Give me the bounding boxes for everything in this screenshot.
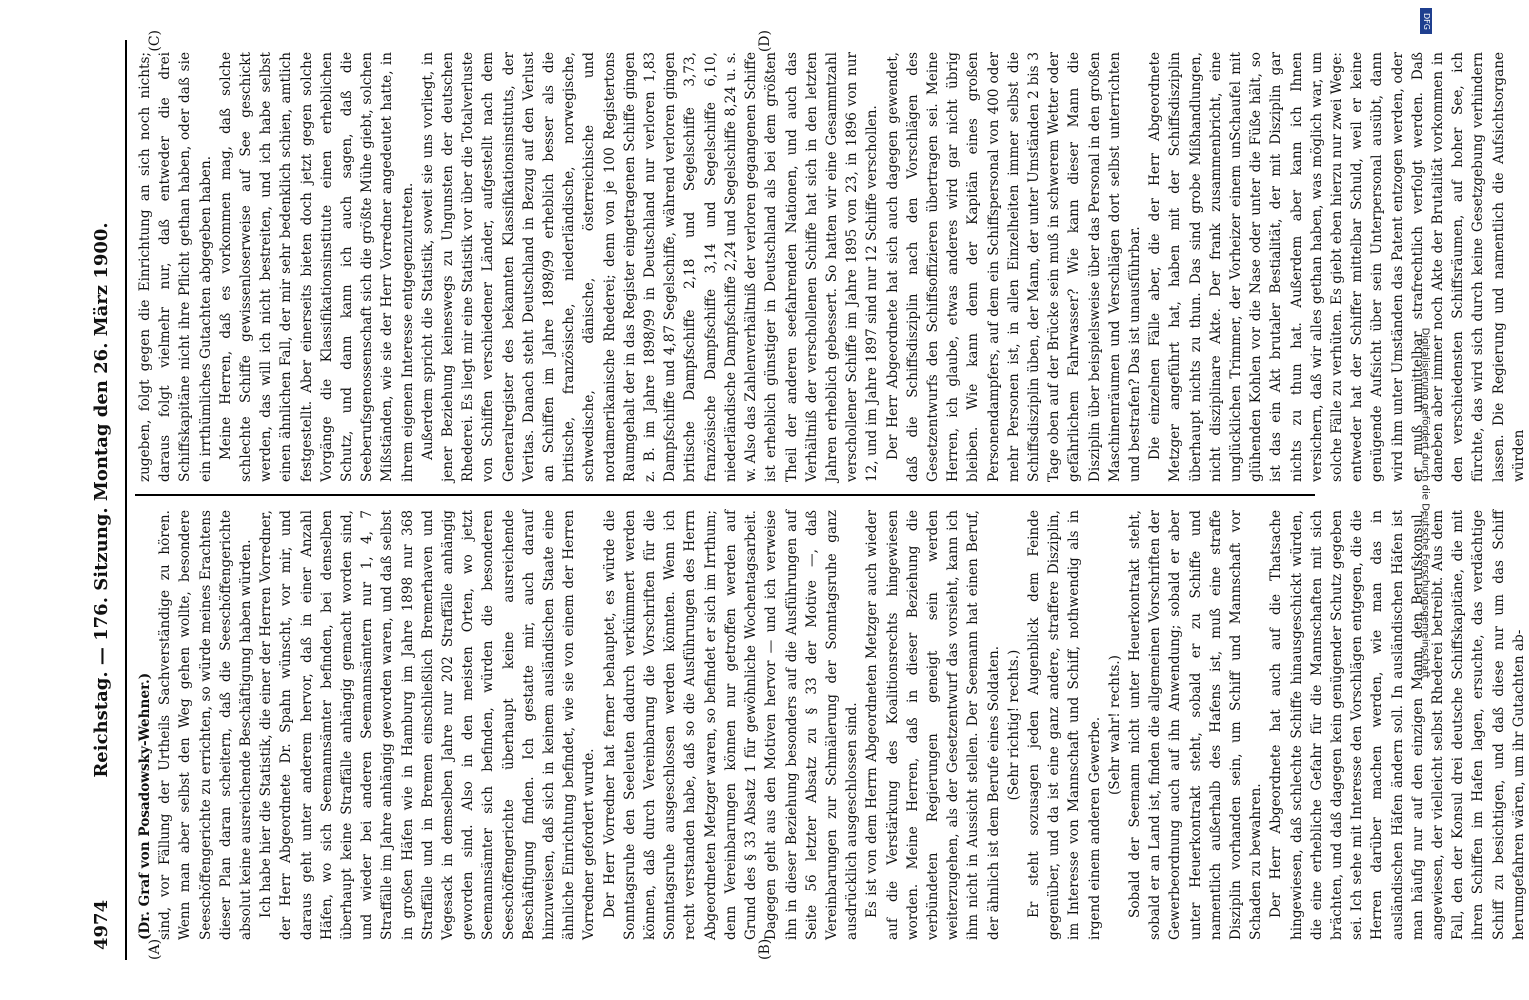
speaker-intro: (Dr. Graf von Posadowsky-Wehner.) <box>137 672 153 940</box>
paragraph: Die einzelnen Fälle aber, die der Herr Abgeordnete Metzger angeführt hat, haben mit der Schiffsdisziplin überhaupt nichts zu thun. Das sind grobe Mißhandlungen, nicht disziplinare Akte. Der frank zusammenbricht, eine unglücklichen Trimmer, der Vorheizer einem unSchaufel mit glühenden Kohlen vor die Nase oder unter die Füße hält, so ist das ein Akt brutaler Bestialität, der mit Disziplin gar nichts zu thun hat. Außerdem aber kann ich Ihnen versichern, daß wir alles gethan haben, was möglich war, um solche Fälle zu verhüten. Es giebt eben hierzu nur zwei Wege: entweder hat der Schiffer mittelbar Schuld, weil er keine genügende Aufsicht über sein Unterpersonal ausübt, dann wird ihm unter Umständen das Patent entzogen werden, oder er muß unmittelbar strafrechtlich verfolgt werden. Daß daneben aber immer noch Akte der Brutalität vorkommen in den verschiedensten Schiffsräumen, auf hoher See, ich fürchte, das wird sich durch keine Gesetzgebung verhindern lassen. Die Regierung und namentlich die Aufsichtsorgane würden <box>1147 52 1527 482</box>
header-rule <box>125 40 127 960</box>
paragraph: zugeben, folgt gegen die Einrichtung an sich noch nichts; daraus folgt vielmehr nur, daß entweder die drei Schiffskapitäne nicht ihre Pflicht gethan haben, oder daß sie ein irrthümliches Gutachten abgegeben haben. <box>137 52 214 482</box>
page-number: 4974 <box>91 899 112 950</box>
digitization-note <box>1418 8 1432 998</box>
page-header <box>87 50 121 950</box>
running-head: Reichstag. — 176. Sitzung. Montag den 26. März 1900. <box>91 222 112 778</box>
paragraph: Außerdem spricht die Statistik, soweit sie uns vorliegt, in jener Beziehung keineswegs zu Ungunsten der deutschen Rhederei. Es liegt mir eine Statistik vor über die Totalverluste von Schiffen verschiedener Länder, aufgestellt nach dem Generalregister des bekannten Klassifikationsinstituts, der Veritas. Danach steht Deutschland in Bezug auf den Verlust an Schiffen im Jahre 1898/99 erheblich besser als die britische, französische, niederländische, norwegische, schwedische, dänische, österreichische und nordamerikanische Rhederei; denn von je 100 Registertons Raumgehalt der in das Register eingetragenen Schiffe gingen z. B. im Jahre 1898/99 in Deutschland nur verloren 1,83 Dampfschiffe und 4,87 Segelschiffe, während verloren gingen britische Dampfschiffe 2,18 und Segelschiffe 3,73, französische Dampfschiffe 3,14 und Segelschiffe 6,10, niederländische Dampfschiffe 2,24 und Segelschiffe 8,24 u. s. w. Also das Zahlenverhältniß der verloren gegangenen Schiffe ist erheblich günstiger in Deutschland als bei dem größten Theil der anderen seefahrenden Nationen, und auch das Verhältniß der verschollenen Schiffe hat sich in den letzten Jahren erheblich gebessert. So hatten wir eine Gesammtzahl verschollener Schiffe im Jahre 1895 von 23, in 1896 von nur 12, und im Jahre 1897 sind nur 12 Schiffe verschollen. <box>419 52 881 482</box>
dfg-logo-text: DFG <box>1421 12 1431 30</box>
paragraph: Der Herr Vorredner hat ferner behauptet, es würde die Sonntagsruhe den Seeleuten dadurch verkümmert werden können, daß durch Vereinbarung die Vorschriften für die Sonntagsruhe ausgeschlossen werden könnten. Wenn ich recht verstanden habe, daß so die Ausführungen des Herrn Abgeordneten Metzger waren, so befindet er sich im Irrthum; denn Vereinbarungen können nur getroffen werden auf Grund des § 33 Absatz 1 für gewöhnliche Wochentagsarbeit. Dagegen geht aus den Motiven hervor — und ich verweise ihn in dieser Beziehung besonders auf die Ausführungen auf Seite 56 letzter Absatz zu § 33 der Motive —, daß Vereinbarungen zur Schmälerung der Sonntagsruhe ganz ausdrücklich ausgeschlossen sind. <box>601 510 861 940</box>
paragraph: Es ist von dem Herrn Abgeordneten Metzger auch wieder auf die Verstärkung des Koalitionsrechts hingewiesen worden. Meine Herren, daß in dieser Beziehung die verbündeten Regierungen geneigt sein werden weiterzugehen, als der Gesetzentwurf das vorsieht, kann ich ihm nicht in Aussicht stellen. Der Seemann hat einen Beruf, der ähnlich ist dem Berufe eines Soldaten. <box>864 510 1002 940</box>
margin-mark-c: (C) <box>147 30 163 52</box>
margin-mark-d: (D) <box>757 30 773 53</box>
paragraph: Der Herr Abgeordnete hat auch auf die Thatsache hingewiesen, daß schlechte Schiffe hinausgeschickt würden, die eine erhebliche Gefahr für die Mannschaften mit sich brächten, und daß dagegen kein genügender Schutz gegeben sei. Ich sehe mit Interesse den Vorschlägen entgegen, die die Herren darüber machen werden, wie man das in ausländischen Häfen ändern soll. In ausländischen Häfen ist man häufig nur auf den einzigen Mann, den Berufskonsul, angewiesen, der vielleicht selbst Rhederei betreibt. Aus dem Fall, den der Konsul drei deutsche Schiffskapitäne, die mit ihren Schiffen im Hafen lagen, ersuchte, das verdächtige Schiff zu besichtigen, und daß diese nur um das Schiff herumgefahren wären, um ihr Gutachten ab- <box>1268 510 1527 940</box>
paragraph: Er steht sozusagen jeden Augenblick dem Feinde gegenüber, und da ist eine ganz andere, straffere Disziplin, im Interesse von Mannschaft und Schiff, nothwendig als in irgend einem anderen Gewerbe. <box>1025 510 1103 940</box>
paragraph: sind, vor Fällung der Urtheils Sachverständige zu hören. Wenn man aber selbst den Weg gehen wollte, besondere Seeschöffengerichte zu errichten, so würde meines Erachtens dieser Plan daran scheitern, daß die Seeschöffengerichte absolut keine ausreichende Beschäftigung haben würden. <box>157 510 255 940</box>
paragraph: Der Herr Abgeordnete hat sich auch dagegen gewendet, daß die Schiffsdisziplin nach den Vorschlägen des Gesetzentwurfs den Schiffsoffizieren übertragen sei. Meine Herren, ich glaube, etwas anderes wird gar nicht übrig bleiben. Wie kann denn der Kapitän eines großen Personendampfers, auf dem ein Schiffspersonal von 400 oder mehr Personen ist, in allen Einzelheiten immer selbst die Schiffsdisziplin üben, der Mann, der unter Umständen 2 bis 3 Tage oben auf der Brücke sein muß in schwerem Wetter oder gefährlichem Fahrwasser? Wie kann dieser Mann die Disziplin über beispielsweise über das Personal in den großen Maschinenräumen und Verschlägen dort selbst unterrichten und bestrafen? Das ist unausführbar. <box>884 52 1143 482</box>
left-text-column <box>135 510 1527 940</box>
paragraph: Meine Herren, daß es vorkommen mag, daß solche schlechte Schiffe gewissenloserweise auf See geschickt werden, das will ich nicht bestreiten, und ich habe selbst einen ähnlichen Fall, der mir sehr bedenklich schien, amtlich festgestellt. Aber einerseits bieten doch jetzt gegen solche Vorgänge die Klassifikationsinstitute einen erheblichen Schutz, und dann kann ich auch sagen, daß die Seeberufsgenossenschaft sich die größte Mühe giebt, solchen Mißständen, wie sie der Herr Vorredner angedeutet hatte, in ihrem eigenen Interesse entgegenzutreten. <box>217 52 416 482</box>
margin-mark-a: (A) <box>147 938 163 960</box>
paragraph: Sobald der Seemann nicht unter Heuerkontrakt steht, sobald er an Land ist, finden die allgemeinen Vorschriften der Gewerbeordnung auch auf ihn Anwendung; sobald er aber unter Heuerkontrakt steht, sobald er zu Schiffe und namentlich außerhalb des Hafens ist, muß eine straffe Disziplin vorhanden sein, um Schiff und Mannschaft vor Schaden zu bewahren. <box>1126 510 1265 940</box>
interjection: (Sehr wahr! rechts.) <box>1106 655 1123 795</box>
paragraph: Ich habe hier die Statistik, die einer der Herren Vorredner, der Herr Abgeordnete Dr. Spahn wünscht, vor mir, und daraus geht unter anderem hervor, daß in einer Anzahl Häfen, wo sich Seemannsämter befinden, bei denselben überhaupt keine Straffälle anhängig gemacht worden sind, und wieder bei anderen Seemannsämtern nur 1, 4, 7 Straffälle im Jahre anhängig geworden waren, und daß selbst in großen Häfen wie in Hamburg im Jahre 1898 nur 368 Straffälle und in Bremen einschließlich Bremerhaven und Vegesack in demselben Jahre nur 202 Straffälle anhängig geworden sind. Also in den meisten Orten, wo jetzt Seemannsämter sich befinden, würden die besonderen Seeschöffengerichte überhaupt keine ausreichende Beschäftigung finden. Ich gestatte mir, auch darauf hinzuweisen, daß sich in keinem ausländischen Staate eine ähnliche Einrichtung befindet, wie sie von einem der Herren Vorredner gefordert wurde. <box>258 510 598 940</box>
interjection: (Sehr richtig! rechts.) <box>1005 649 1022 801</box>
column-divider <box>135 494 1315 496</box>
right-text-column <box>135 52 1527 482</box>
margin-mark-b: (B) <box>757 938 773 960</box>
digitization-text: Digitalisierung gefördert durch die Deutsche Forschungsgemeinschaft <box>1419 327 1431 679</box>
